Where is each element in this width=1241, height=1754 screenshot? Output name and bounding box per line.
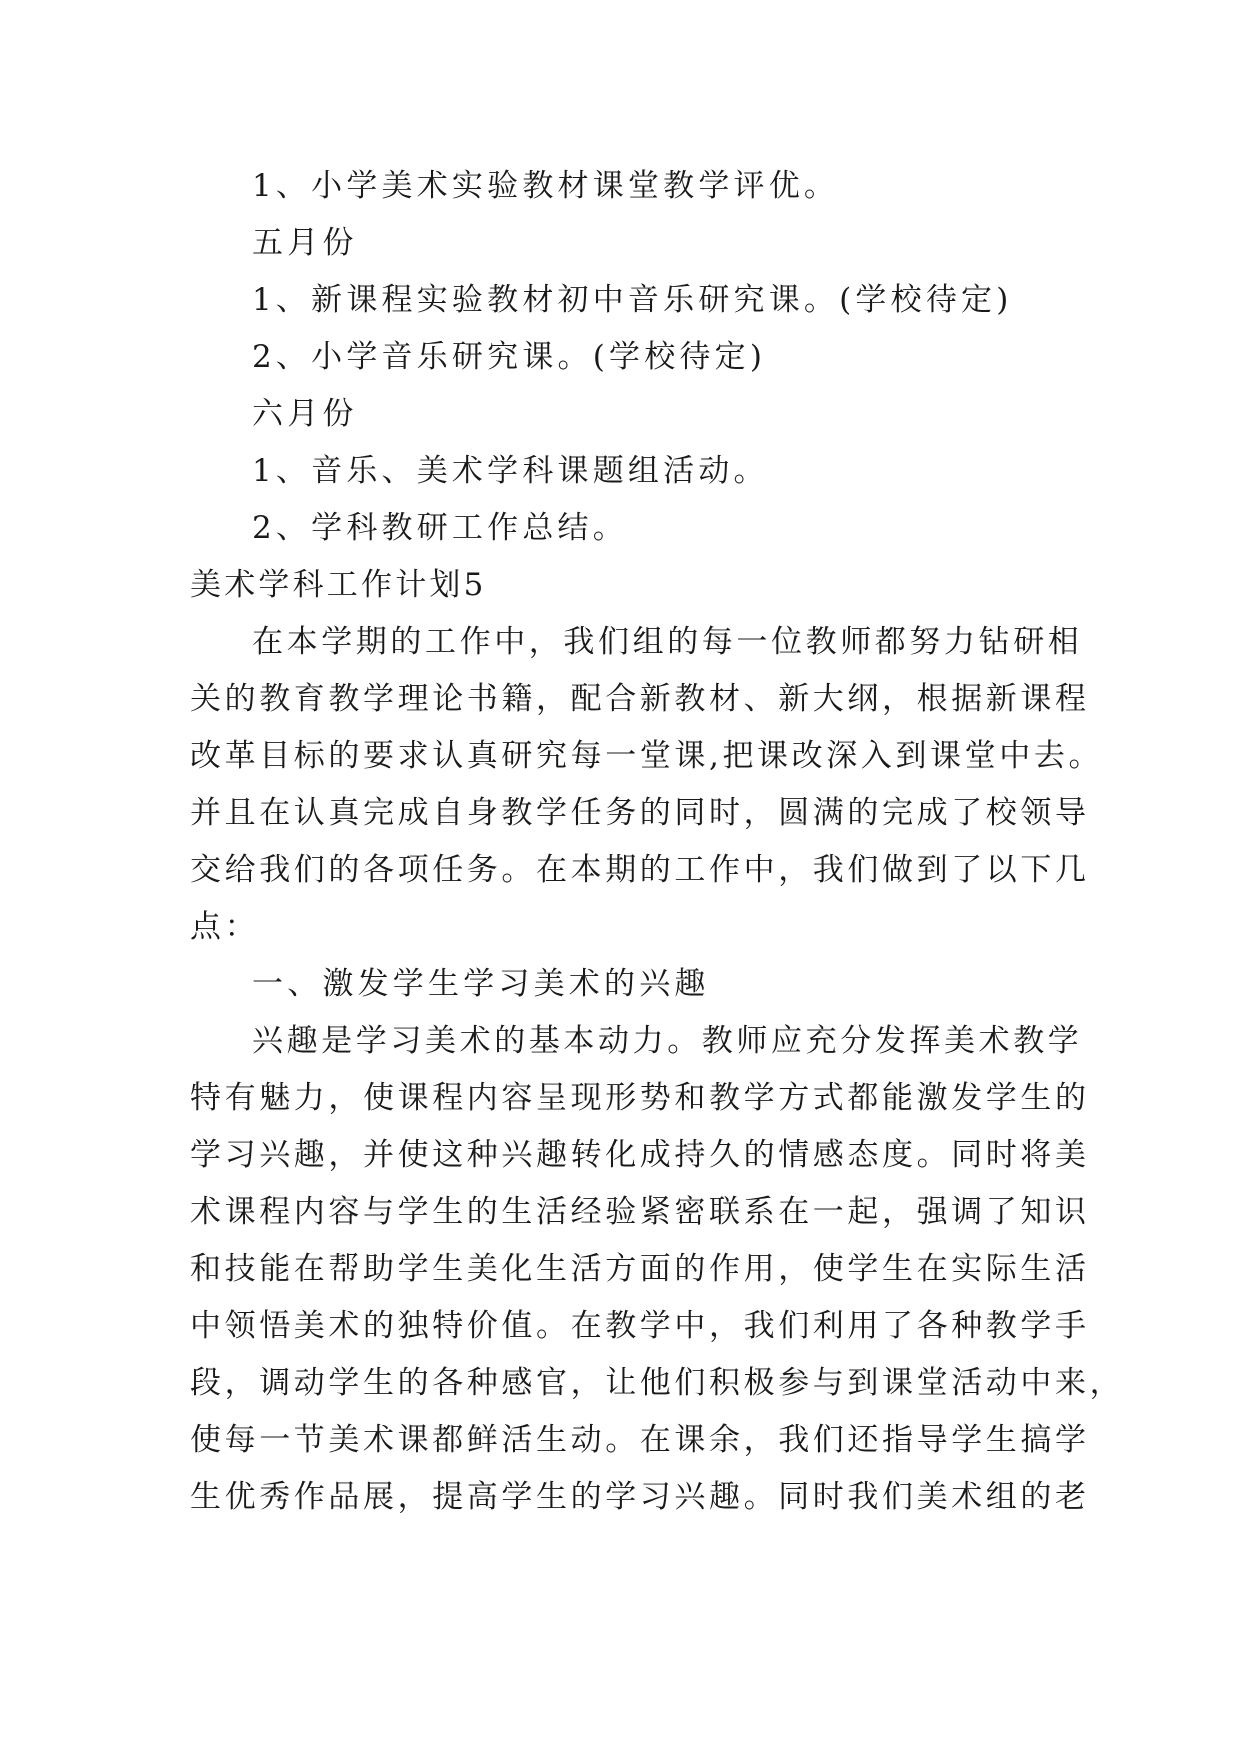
month-heading-may: 五月份: [252, 225, 358, 261]
paragraph-line: 并且在认真完成自身教学任务的同时，圆满的完成了校领导: [190, 795, 1090, 831]
list-item: 2、小学音乐研究课。(学校待定): [252, 339, 767, 375]
list-item: 1、新课程实验教材初中音乐研究课。(学校待定): [252, 282, 1013, 318]
paragraph-line: 特有魅力，使课程内容呈现形势和教学方式都能激发学生的: [190, 1080, 1090, 1116]
list-item: 1、音乐、美术学科课题组活动。: [252, 453, 769, 489]
list-item: 1、小学美术实验教材课堂教学评优。: [252, 168, 840, 204]
paragraph-line: 关的教育教学理论书籍，配合新教材、新大纲，根据新课程: [190, 681, 1090, 717]
section-title: 美术学科工作计划5: [190, 567, 487, 603]
paragraph-line: 兴趣是学习美术的基本动力。教师应充分发挥美术教学: [252, 1023, 1083, 1059]
subheading: 一、激发学生学习美术的兴趣: [252, 966, 710, 1002]
paragraph-line: 生优秀作品展，提高学生的学习兴趣。同时我们美术组的老: [190, 1479, 1090, 1515]
paragraph-line: 使每一节美术课都鲜活生动。在课余，我们还指导学生搞学: [190, 1422, 1090, 1458]
list-item: 2、学科教研工作总结。: [252, 510, 628, 546]
paragraph-line: 段，调动学生的各种感官，让他们积极参与到课堂活动中来，: [190, 1365, 1125, 1401]
paragraph-line: 交给我们的各项任务。在本期的工作中，我们做到了以下几: [190, 852, 1090, 888]
paragraph-line: 学习兴趣，并使这种兴趣转化成持久的情感态度。同时将美: [190, 1137, 1090, 1173]
paragraph-line: 改革目标的要求认真研究每一堂课,把课改深入到课堂中去。: [190, 738, 1104, 774]
paragraph-line: 在本学期的工作中，我们组的每一位教师都努力钻研相: [252, 624, 1083, 660]
paragraph-line: 和技能在帮助学生美化生活方面的作用，使学生在实际生活: [190, 1251, 1090, 1287]
paragraph-line: 点：: [190, 909, 260, 945]
paragraph-line: 术课程内容与学生的生活经验紧密联系在一起，强调了知识: [190, 1194, 1090, 1230]
paragraph-line: 中领悟美术的独特价值。在教学中，我们利用了各种教学手: [190, 1308, 1090, 1344]
month-heading-june: 六月份: [252, 396, 358, 432]
